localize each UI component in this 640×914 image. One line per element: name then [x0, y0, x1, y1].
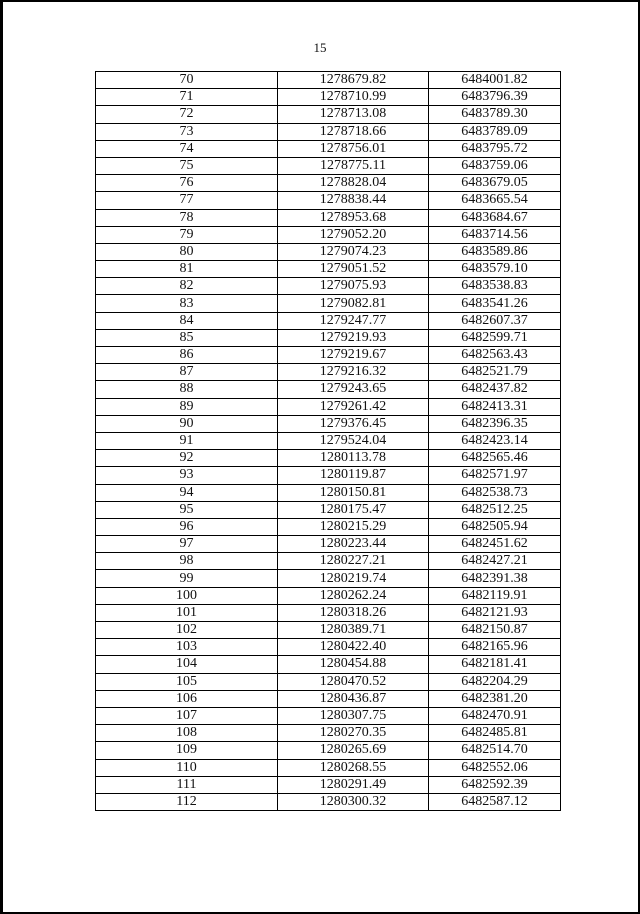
y-coordinate-cell: 6482423.14: [429, 432, 561, 449]
x-coordinate-cell: 1279052.20: [278, 226, 429, 243]
y-coordinate-cell: 6483714.56: [429, 226, 561, 243]
y-coordinate-cell: 6482565.46: [429, 450, 561, 467]
table-row: [96, 725, 561, 742]
table-row: [96, 707, 561, 724]
coordinates-table: [95, 71, 561, 811]
table-row: [96, 501, 561, 518]
point-number-cell: 81: [96, 261, 278, 278]
y-coordinate-cell: 6483684.67: [429, 209, 561, 226]
y-coordinate-cell: 6484001.82: [429, 72, 561, 89]
y-coordinate-cell: 6482571.97: [429, 467, 561, 484]
y-coordinate-cell: 6482552.06: [429, 759, 561, 776]
y-coordinate-cell: 6482485.81: [429, 725, 561, 742]
table-row: [96, 89, 561, 106]
y-coordinate-cell: 6483538.83: [429, 278, 561, 295]
table-row: [96, 261, 561, 278]
x-coordinate-cell: 1280223.44: [278, 536, 429, 553]
table-row: [96, 295, 561, 312]
table-row: [96, 484, 561, 501]
y-coordinate-cell: 6482119.91: [429, 587, 561, 604]
table-row: [96, 192, 561, 209]
point-number-cell: 100: [96, 587, 278, 604]
y-coordinate-cell: 6482165.96: [429, 639, 561, 656]
x-coordinate-cell: 1280219.74: [278, 570, 429, 587]
table-row: [96, 364, 561, 381]
y-coordinate-cell: 6483796.39: [429, 89, 561, 106]
table-row: [96, 140, 561, 157]
point-number-cell: 71: [96, 89, 278, 106]
table-row: [96, 381, 561, 398]
table-row: [96, 106, 561, 123]
y-coordinate-cell: 6482150.87: [429, 622, 561, 639]
table-row: [96, 553, 561, 570]
y-coordinate-cell: 6482381.20: [429, 690, 561, 707]
y-coordinate-cell: 6483589.86: [429, 243, 561, 260]
table-row: [96, 209, 561, 226]
point-number-cell: 98: [96, 553, 278, 570]
table-row: [96, 793, 561, 810]
x-coordinate-cell: 1280436.87: [278, 690, 429, 707]
y-coordinate-cell: 6482470.91: [429, 707, 561, 724]
point-number-cell: 83: [96, 295, 278, 312]
y-coordinate-cell: 6483789.09: [429, 123, 561, 140]
table-row: [96, 432, 561, 449]
table-row: [96, 347, 561, 364]
table-row: [96, 570, 561, 587]
table-row: [96, 398, 561, 415]
y-coordinate-cell: 6482451.62: [429, 536, 561, 553]
x-coordinate-cell: 1278718.66: [278, 123, 429, 140]
table-row: [96, 639, 561, 656]
table-row: [96, 123, 561, 140]
x-coordinate-cell: 1280318.26: [278, 604, 429, 621]
y-coordinate-cell: 6483579.10: [429, 261, 561, 278]
x-coordinate-cell: 1280470.52: [278, 673, 429, 690]
point-number-cell: 101: [96, 604, 278, 621]
x-coordinate-cell: 1278953.68: [278, 209, 429, 226]
y-coordinate-cell: 6482427.21: [429, 553, 561, 570]
table-row: [96, 450, 561, 467]
x-coordinate-cell: 1280113.78: [278, 450, 429, 467]
y-coordinate-cell: 6482413.31: [429, 398, 561, 415]
point-number-cell: 93: [96, 467, 278, 484]
table-row: [96, 226, 561, 243]
point-number-cell: 89: [96, 398, 278, 415]
table-row: [96, 72, 561, 89]
y-coordinate-cell: 6482521.79: [429, 364, 561, 381]
x-coordinate-cell: 1279219.67: [278, 347, 429, 364]
x-coordinate-cell: 1279261.42: [278, 398, 429, 415]
point-number-cell: 86: [96, 347, 278, 364]
table-row: [96, 243, 561, 260]
x-coordinate-cell: 1279075.93: [278, 278, 429, 295]
point-number-cell: 78: [96, 209, 278, 226]
x-coordinate-cell: 1278713.08: [278, 106, 429, 123]
y-coordinate-cell: 6483789.30: [429, 106, 561, 123]
x-coordinate-cell: 1280227.21: [278, 553, 429, 570]
x-coordinate-cell: 1280215.29: [278, 518, 429, 535]
point-number-cell: 106: [96, 690, 278, 707]
x-coordinate-cell: 1280454.88: [278, 656, 429, 673]
point-number-cell: 103: [96, 639, 278, 656]
table-row: [96, 175, 561, 192]
x-coordinate-cell: 1278710.99: [278, 89, 429, 106]
table-row: [96, 622, 561, 639]
point-number-cell: 87: [96, 364, 278, 381]
y-coordinate-cell: 6482204.29: [429, 673, 561, 690]
point-number-cell: 97: [96, 536, 278, 553]
y-coordinate-cell: 6482181.41: [429, 656, 561, 673]
x-coordinate-cell: 1279082.81: [278, 295, 429, 312]
y-coordinate-cell: 6482587.12: [429, 793, 561, 810]
y-coordinate-cell: 6483679.05: [429, 175, 561, 192]
table-row: [96, 329, 561, 346]
point-number-cell: 79: [96, 226, 278, 243]
table-body: [96, 72, 561, 811]
y-coordinate-cell: 6482512.25: [429, 501, 561, 518]
point-number-cell: 111: [96, 776, 278, 793]
point-number-cell: 112: [96, 793, 278, 810]
point-number-cell: 92: [96, 450, 278, 467]
table-row: [96, 518, 561, 535]
y-coordinate-cell: 6482599.71: [429, 329, 561, 346]
y-coordinate-cell: 6482437.82: [429, 381, 561, 398]
y-coordinate-cell: 6482505.94: [429, 518, 561, 535]
table-row: [96, 278, 561, 295]
y-coordinate-cell: 6482396.35: [429, 415, 561, 432]
point-number-cell: 105: [96, 673, 278, 690]
point-number-cell: 109: [96, 742, 278, 759]
x-coordinate-cell: 1279243.65: [278, 381, 429, 398]
point-number-cell: 108: [96, 725, 278, 742]
table-row: [96, 157, 561, 174]
x-coordinate-cell: 1278756.01: [278, 140, 429, 157]
table-row: [96, 415, 561, 432]
x-coordinate-cell: 1280175.47: [278, 501, 429, 518]
point-number-cell: 90: [96, 415, 278, 432]
x-coordinate-cell: 1279074.23: [278, 243, 429, 260]
point-number-cell: 75: [96, 157, 278, 174]
point-number-cell: 88: [96, 381, 278, 398]
point-number-cell: 104: [96, 656, 278, 673]
x-coordinate-cell: 1279376.45: [278, 415, 429, 432]
point-number-cell: 102: [96, 622, 278, 639]
point-number-cell: 107: [96, 707, 278, 724]
table-row: [96, 604, 561, 621]
x-coordinate-cell: 1280307.75: [278, 707, 429, 724]
table-row: [96, 759, 561, 776]
y-coordinate-cell: 6482514.70: [429, 742, 561, 759]
point-number-cell: 77: [96, 192, 278, 209]
y-coordinate-cell: 6482121.93: [429, 604, 561, 621]
x-coordinate-cell: 1280150.81: [278, 484, 429, 501]
x-coordinate-cell: 1278679.82: [278, 72, 429, 89]
table-row: [96, 467, 561, 484]
x-coordinate-cell: 1279216.32: [278, 364, 429, 381]
x-coordinate-cell: 1278838.44: [278, 192, 429, 209]
point-number-cell: 94: [96, 484, 278, 501]
y-coordinate-cell: 6483665.54: [429, 192, 561, 209]
x-coordinate-cell: 1280268.55: [278, 759, 429, 776]
x-coordinate-cell: 1280262.24: [278, 587, 429, 604]
point-number-cell: 82: [96, 278, 278, 295]
x-coordinate-cell: 1279051.52: [278, 261, 429, 278]
x-coordinate-cell: 1278775.11: [278, 157, 429, 174]
table-row: [96, 673, 561, 690]
point-number-cell: 84: [96, 312, 278, 329]
y-coordinate-cell: 6482563.43: [429, 347, 561, 364]
x-coordinate-cell: 1280291.49: [278, 776, 429, 793]
table-row: [96, 742, 561, 759]
x-coordinate-cell: 1280422.40: [278, 639, 429, 656]
y-coordinate-cell: 6482607.37: [429, 312, 561, 329]
y-coordinate-cell: 6482592.39: [429, 776, 561, 793]
x-coordinate-cell: 1279247.77: [278, 312, 429, 329]
x-coordinate-cell: 1280389.71: [278, 622, 429, 639]
y-coordinate-cell: 6483795.72: [429, 140, 561, 157]
y-coordinate-cell: 6483759.06: [429, 157, 561, 174]
x-coordinate-cell: 1278828.04: [278, 175, 429, 192]
table-row: [96, 536, 561, 553]
point-number-cell: 85: [96, 329, 278, 346]
table-row: [96, 656, 561, 673]
point-number-cell: 73: [96, 123, 278, 140]
table-row: [96, 312, 561, 329]
y-coordinate-cell: 6482391.38: [429, 570, 561, 587]
table-row: [96, 776, 561, 793]
x-coordinate-cell: 1280270.35: [278, 725, 429, 742]
point-number-cell: 76: [96, 175, 278, 192]
table-row: [96, 587, 561, 604]
point-number-cell: 95: [96, 501, 278, 518]
point-number-cell: 80: [96, 243, 278, 260]
point-number-cell: 91: [96, 432, 278, 449]
point-number-cell: 99: [96, 570, 278, 587]
page-number: 15: [313, 40, 327, 55]
point-number-cell: 74: [96, 140, 278, 157]
point-number-cell: 96: [96, 518, 278, 535]
table-row: [96, 690, 561, 707]
point-number-cell: 110: [96, 759, 278, 776]
x-coordinate-cell: 1280300.32: [278, 793, 429, 810]
x-coordinate-cell: 1279219.93: [278, 329, 429, 346]
x-coordinate-cell: 1280119.87: [278, 467, 429, 484]
point-number-cell: 72: [96, 106, 278, 123]
point-number-cell: 70: [96, 72, 278, 89]
y-coordinate-cell: 6482538.73: [429, 484, 561, 501]
x-coordinate-cell: 1280265.69: [278, 742, 429, 759]
y-coordinate-cell: 6483541.26: [429, 295, 561, 312]
x-coordinate-cell: 1279524.04: [278, 432, 429, 449]
